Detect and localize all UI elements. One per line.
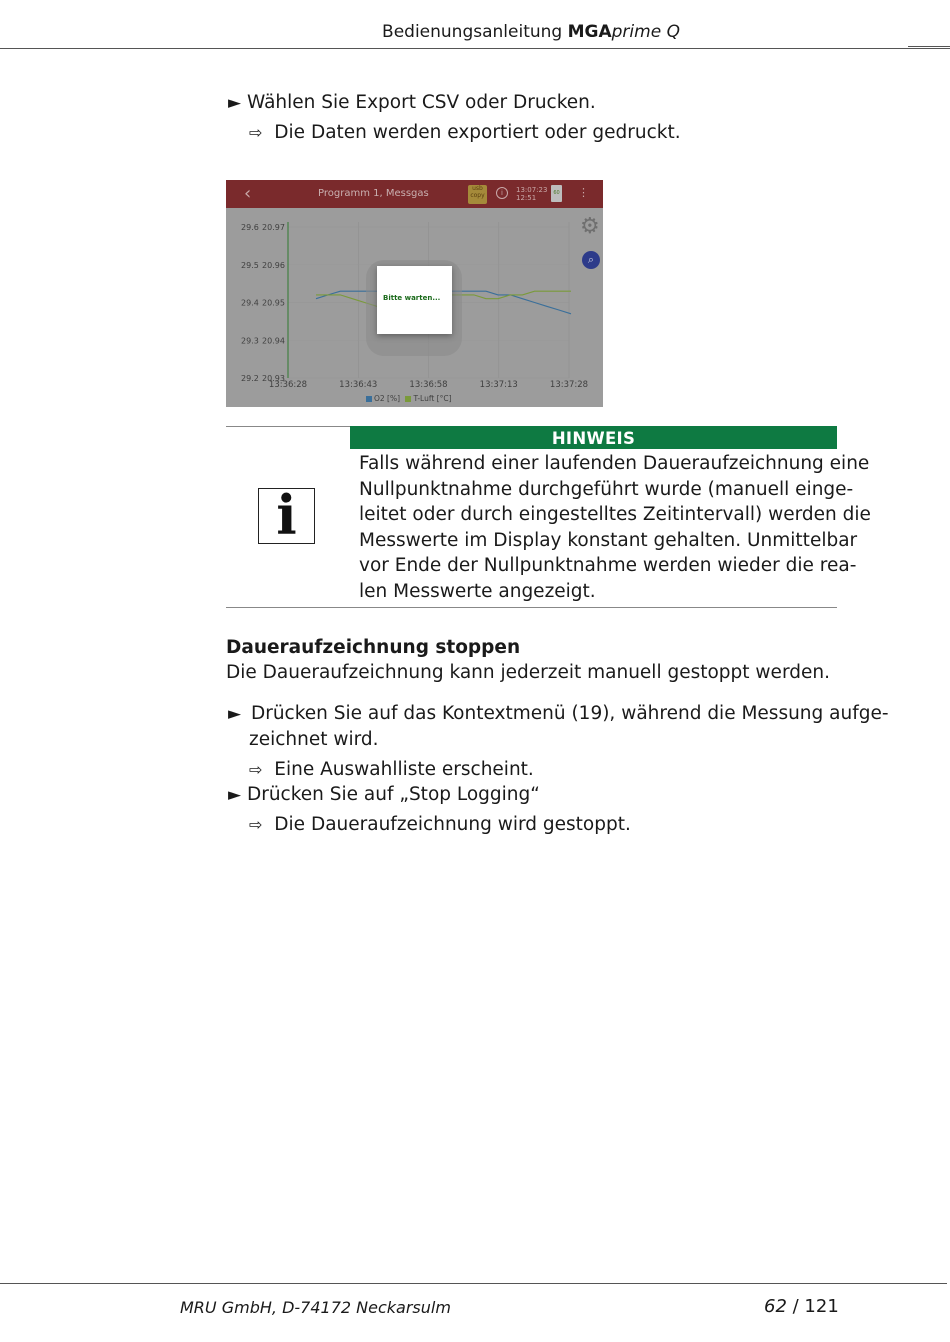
footer-rule bbox=[0, 1283, 947, 1284]
note-title: HINWEIS bbox=[350, 426, 837, 449]
note-line: Messwerte im Display konstant gehalten. Unmittelbar bbox=[359, 529, 858, 551]
wait-dialog bbox=[377, 266, 452, 334]
battery-icon: 60 bbox=[551, 185, 562, 202]
legend-o2: O2 [%] bbox=[374, 394, 401, 403]
step-stop-result bbox=[249, 812, 631, 837]
step-export-result bbox=[249, 120, 681, 145]
result-arrow-icon: ⇨ bbox=[249, 815, 263, 834]
y-right-tick-label: 20.96 bbox=[262, 260, 285, 270]
note-top-rule bbox=[226, 426, 350, 427]
step-export bbox=[228, 90, 596, 116]
x-tick-label: 13:36:28 bbox=[268, 380, 308, 390]
zoom-icon[interactable]: ⌕ bbox=[582, 251, 600, 269]
y-left-tick-label: 29.4 bbox=[241, 298, 259, 308]
step-stop-logging bbox=[228, 782, 540, 808]
step-text: Wählen Sie Export CSV oder Drucken. bbox=[246, 92, 596, 113]
header-title: Bedienungsanleitung MGAprime Q bbox=[382, 22, 680, 42]
header-model: prime Q bbox=[611, 22, 680, 42]
step-text: Drücken Sie auf „Stop Logging“ bbox=[246, 784, 540, 805]
note-line: leitet oder durch eingestelltes Zeitintervall) werden die bbox=[359, 504, 871, 526]
device-screenshot bbox=[226, 180, 603, 407]
step-text: Drücken Sie auf das Kontextmenü (19), während die Messung aufge- bbox=[250, 703, 889, 724]
step-context-result bbox=[249, 757, 534, 782]
bullet-icon: ► bbox=[228, 93, 242, 113]
header-rule-end bbox=[908, 46, 950, 47]
y-left-tick-label: 29.2 bbox=[241, 374, 259, 383]
result-arrow-icon: ⇨ bbox=[249, 760, 263, 779]
info-icon[interactable]: i bbox=[496, 187, 508, 199]
note-line: vor Ende der Nullpunktnahme werden wieder die rea- bbox=[359, 555, 857, 577]
chevron-left-icon[interactable]: ‹ bbox=[244, 183, 252, 204]
section-heading: Daueraufzeichnung stoppen bbox=[226, 637, 521, 658]
note-line: Nullpunktnahme durchgeführt wurde (manuell einge- bbox=[359, 478, 854, 500]
footer-company: MRU GmbH, D-74172 Neckarsulm bbox=[180, 1298, 451, 1317]
y-right-tick-label: 20.93 bbox=[262, 374, 285, 383]
usb-copy-badge[interactable]: usb copy bbox=[468, 185, 487, 204]
note-line: len Messwerte angezeigt. bbox=[359, 580, 596, 602]
bullet-icon: ► bbox=[228, 785, 242, 805]
wait-text: Bitte warten... bbox=[383, 294, 441, 302]
bullet-icon: ► bbox=[228, 704, 242, 724]
y-right-tick-label: 20.97 bbox=[262, 223, 285, 232]
note-body bbox=[359, 451, 871, 605]
note-line: Falls während einer laufenden Daueraufzeichnung eine bbox=[359, 453, 870, 474]
chart-legend bbox=[366, 394, 452, 403]
result-text: Die Daueraufzeichnung wird gestoppt. bbox=[274, 814, 631, 835]
page-header bbox=[0, 22, 950, 42]
y-right-tick-label: 20.95 bbox=[262, 298, 285, 308]
y-left-tick-label: 29.5 bbox=[241, 260, 259, 270]
gear-icon[interactable]: ⚙ bbox=[580, 214, 600, 239]
legend-tluft: T-Luft [°C] bbox=[413, 394, 452, 403]
device-title: Programm 1, Messgas bbox=[318, 188, 429, 199]
legend-swatch-tluft bbox=[405, 396, 411, 402]
note-bottom-rule bbox=[226, 607, 837, 608]
header-brand: MGA bbox=[567, 22, 612, 42]
header-rule bbox=[0, 48, 950, 49]
step-text-cont: zeichnet wird. bbox=[249, 729, 379, 750]
step-context-menu bbox=[228, 701, 889, 727]
result-text: Die Daten werden exportiert oder gedruckt. bbox=[274, 122, 681, 143]
device-clock: 13:07:23 12:51 bbox=[516, 186, 548, 202]
result-arrow-icon: ⇨ bbox=[249, 123, 263, 142]
x-tick-label: 13:36:58 bbox=[409, 380, 448, 390]
y-right-tick-label: 20.94 bbox=[262, 336, 285, 346]
legend-swatch-o2 bbox=[366, 396, 372, 402]
page-number: 62 / 121 bbox=[764, 1296, 839, 1317]
y-left-tick-label: 29.6 bbox=[241, 223, 259, 232]
x-tick-label: 13:37:28 bbox=[549, 380, 589, 390]
info-icon: i bbox=[276, 483, 297, 547]
x-tick-label: 13:37:13 bbox=[479, 380, 518, 390]
y-left-tick-label: 29.3 bbox=[241, 336, 259, 346]
section-intro: Die Daueraufzeichnung kann jederzeit manuell gestoppt werden. bbox=[226, 662, 830, 683]
result-text: Eine Auswahlliste erscheint. bbox=[274, 759, 534, 780]
kebab-menu-icon[interactable]: ⋮ bbox=[578, 186, 589, 199]
x-tick-label: 13:36:43 bbox=[339, 380, 378, 390]
